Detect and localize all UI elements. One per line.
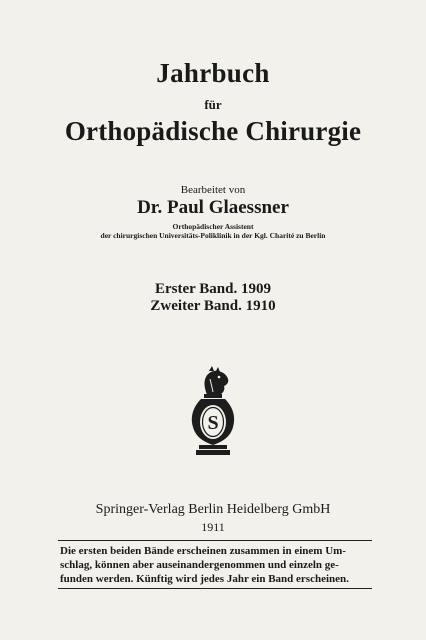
notice-line-3: funden werden. Künftig wird jedes Jahr ein Band erscheinen. [60,573,349,585]
notice-line-2: schlag, können aber auseinandergenommen und einzeln ge- [60,559,339,571]
springer-chess-knight-logo-icon [183,365,243,457]
notice-text [60,544,370,586]
logo-monogram: S [207,412,219,434]
notice-bottom-rule [58,588,372,589]
volume-line-1: Erster Band. 1909 [155,281,271,297]
notice-line-1: Die ersten beiden Bände erscheinen zusammen in einem Um- [60,545,346,557]
editor-affiliation: der chirurgischen Universitäts-Poliklinik in der Kgl. Charité zu Berlin [100,231,326,240]
title-line-3: Orthopädische Chirurgie [64,116,362,146]
publication-year: 1911 [201,520,225,534]
editor-role: Orthopädischer Assistent [172,222,254,231]
publisher-name: Springer-Verlag Berlin Heidelberg GmbH [95,502,331,517]
editor-label: Bearbeitet von [180,184,246,196]
volume-line-2: Zweiter Band. 1910 [150,298,276,314]
notice-top-rule [58,540,372,541]
editor-name: Dr. Paul Glaessner [137,197,289,218]
title-line-2: für [204,97,222,112]
title-line-1: Jahrbuch [156,58,270,88]
